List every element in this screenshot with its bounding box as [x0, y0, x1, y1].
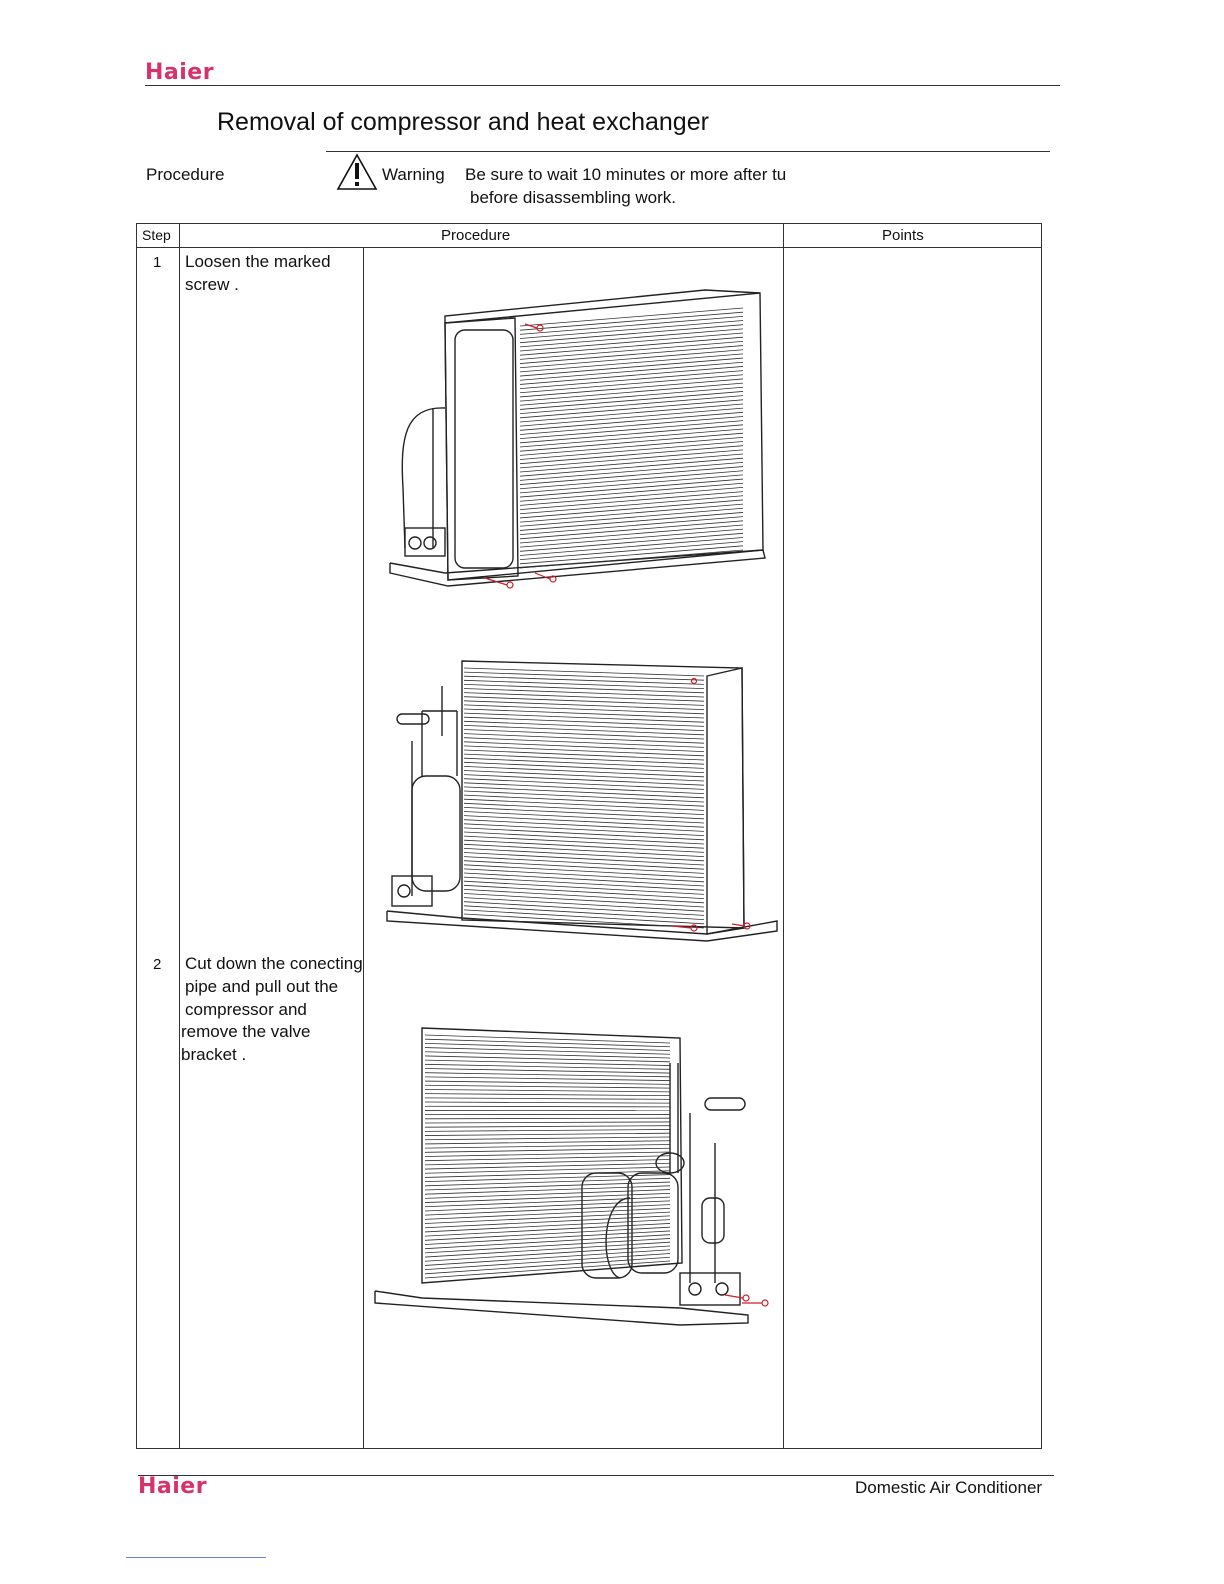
coil-fin — [464, 725, 704, 734]
coil-fin — [425, 1098, 670, 1100]
coil-fin — [425, 1039, 670, 1047]
coil-fin — [425, 1081, 670, 1084]
step-2-number: 2 — [153, 956, 162, 973]
coil-fin — [425, 1178, 670, 1186]
step-2-line-4: remove the valve — [181, 1022, 311, 1041]
coil-fin — [425, 1094, 670, 1096]
header-step: Step — [142, 227, 171, 243]
coil-fin — [464, 885, 704, 898]
title-rule — [326, 151, 1050, 152]
footer-rule — [138, 1475, 1054, 1476]
step-2-line-5: bracket . — [181, 1045, 247, 1064]
brand-logo: Haier — [145, 60, 215, 85]
coil-fin — [425, 1069, 670, 1074]
coil-fin — [464, 742, 704, 752]
coil-fin — [425, 1235, 670, 1249]
coil-fin — [464, 697, 704, 706]
warning-label: Warning — [382, 165, 445, 184]
coil-fin — [464, 906, 704, 920]
coil-fin — [425, 1231, 670, 1245]
coil-fin — [425, 1089, 670, 1091]
coil-fin — [464, 705, 704, 714]
footer-brand-logo: Haier — [138, 1474, 208, 1499]
coil-fin — [464, 672, 704, 680]
step-2-line-3: compressor and — [185, 1000, 307, 1019]
coil-fin — [464, 730, 704, 740]
coil-fin — [464, 762, 704, 772]
coil-fin — [425, 1144, 670, 1148]
coil-fin — [464, 754, 704, 764]
coil-fin — [464, 689, 704, 698]
col-divider-text-image — [363, 248, 364, 1448]
coil-fin — [425, 1085, 670, 1088]
col-divider-step — [179, 223, 180, 1448]
coil-fin — [464, 701, 704, 710]
coil-fin — [464, 771, 704, 782]
coil-fin — [425, 1257, 670, 1274]
coil-fin — [425, 1148, 670, 1152]
step-1-number: 1 — [153, 254, 162, 271]
coil-fin — [464, 684, 704, 692]
coil-fin — [464, 680, 704, 688]
coil-fin — [425, 1141, 670, 1144]
coil-fin — [464, 898, 704, 912]
step-1-line-2: screw . — [185, 275, 239, 294]
coil-fin — [425, 1077, 670, 1081]
coil-fin — [464, 894, 704, 908]
coil-fin — [464, 717, 704, 726]
outdoor-unit-front-drawing — [382, 656, 782, 944]
coil-fin — [425, 1048, 670, 1055]
footer-text: Domestic Air Conditioner — [855, 1478, 1043, 1497]
coil-fin — [464, 721, 704, 730]
warning-icon — [336, 153, 378, 191]
coil-fin — [425, 1043, 670, 1050]
coil-fin — [464, 693, 704, 702]
coil-fin — [464, 709, 704, 718]
outdoor-unit-rear-drawing — [385, 288, 770, 590]
coil-fin — [425, 1246, 670, 1261]
coil-fin — [464, 668, 704, 676]
coil-fin — [464, 766, 704, 776]
coil-fin — [425, 1238, 670, 1252]
header-points: Points — [882, 227, 924, 244]
coil-fin — [425, 1175, 670, 1182]
coil-fin — [425, 1129, 670, 1131]
coil-fin — [464, 676, 704, 684]
coil-fin — [464, 734, 704, 744]
coil-fin — [464, 902, 704, 916]
step-2-line-2: pipe and pull out the — [185, 977, 339, 996]
coil-fin — [425, 1106, 670, 1107]
warning-text-line1: Be sure to wait 10 minutes or more after tu — [465, 165, 787, 184]
coil-fin — [425, 1186, 670, 1194]
warning-text-line2: before disassembling work. — [470, 188, 676, 207]
header-rule — [145, 85, 1060, 86]
coil-fin — [464, 713, 704, 722]
coil-fin — [425, 1118, 670, 1119]
col-divider-procedure-points — [783, 223, 784, 1448]
coil-fin — [425, 1137, 670, 1140]
coil-fin — [425, 1193, 670, 1202]
coil-fin — [425, 1227, 670, 1240]
step-1-line-1: Loosen the marked — [185, 252, 331, 271]
coil-fin — [464, 889, 704, 902]
coil-fin — [425, 1126, 670, 1127]
coil-fin — [425, 1250, 670, 1266]
coil-fin — [425, 1197, 670, 1207]
coil-fin — [425, 1182, 670, 1190]
coil-fin — [425, 1133, 670, 1135]
coil-fin — [464, 746, 704, 756]
coil-fin — [425, 1102, 670, 1103]
procedure-label: Procedure — [146, 165, 225, 184]
coil-fin — [425, 1073, 670, 1077]
page-title: Removal of compressor and heat exchanger — [217, 108, 709, 136]
coil-fin — [425, 1122, 670, 1123]
coil-fin — [425, 1242, 670, 1257]
coil-fin — [464, 775, 704, 786]
compressor-assembly-drawing — [370, 1023, 775, 1328]
header-procedure: Procedure — [441, 227, 511, 244]
coil-fin — [464, 881, 704, 894]
coil-fin — [464, 738, 704, 748]
coil-fin — [464, 750, 704, 760]
coil-fin — [425, 1152, 670, 1157]
step-2-line-1: Cut down the conecting — [185, 954, 363, 973]
bottom-link-rule — [126, 1557, 266, 1558]
coil-fin — [425, 1190, 670, 1199]
table-header-rule — [136, 247, 1041, 248]
coil-fin — [464, 758, 704, 768]
